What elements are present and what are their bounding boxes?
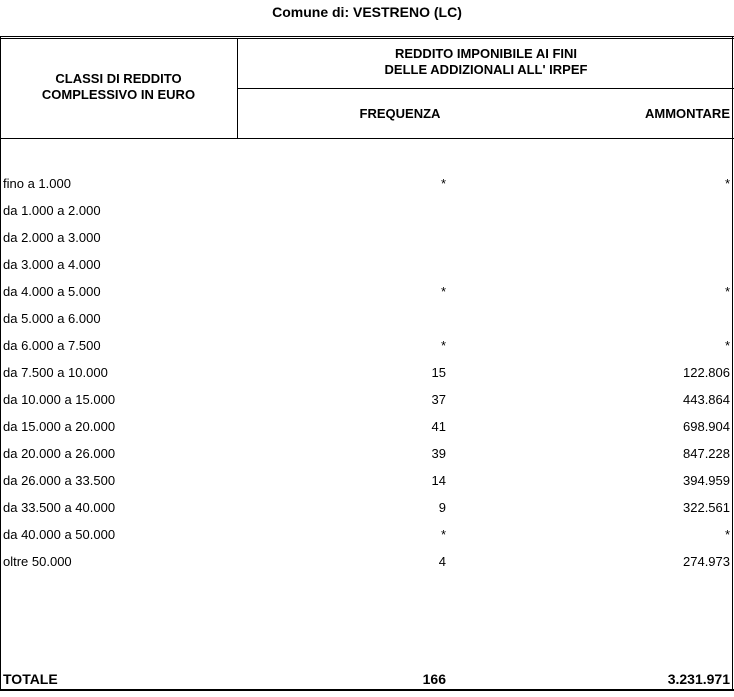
cell-classe: da 3.000 a 4.000 — [3, 257, 101, 272]
table-row — [0, 311, 734, 338]
table-row — [0, 419, 734, 446]
cell-ammontare: 322.561 — [683, 500, 730, 515]
cell-classe: da 33.500 a 40.000 — [3, 500, 116, 515]
header-reddito-line2: DELLE ADDIZIONALI ALL' IRPEF — [384, 62, 588, 77]
table-row — [0, 365, 734, 392]
cell-ammontare: * — [724, 527, 730, 542]
column-header-ammontare: AMMONTARE — [645, 106, 730, 121]
table-body — [0, 176, 734, 581]
cell-frequenza: 15 — [431, 365, 446, 380]
cell-classe: da 6.000 a 7.500 — [3, 338, 101, 353]
table-row — [0, 203, 734, 230]
cell-ammontare: * — [724, 338, 730, 353]
cell-frequenza: * — [440, 338, 446, 353]
cell-classe: da 10.000 a 15.000 — [3, 392, 116, 407]
total-row — [0, 671, 734, 687]
column-header-frequenza: FREQUENZA — [359, 106, 441, 121]
header-classi-di-reddito — [0, 71, 237, 103]
table-row — [0, 284, 734, 311]
table-row — [0, 473, 734, 500]
total-ammontare: 3.231.971 — [667, 671, 730, 687]
cell-frequenza: 39 — [431, 446, 446, 461]
header-reddito-line1: REDDITO IMPONIBILE AI FINI — [394, 46, 577, 61]
header-classi-line2: COMPLESSIVO IN EURO — [41, 87, 196, 102]
cell-classe: da 40.000 a 50.000 — [3, 527, 116, 542]
total-label: TOTALE — [3, 671, 58, 687]
table-bottom-border — [0, 689, 734, 691]
cell-classe: da 1.000 a 2.000 — [3, 203, 101, 218]
table-row — [0, 446, 734, 473]
cell-ammontare: 394.959 — [683, 473, 730, 488]
cell-classe: da 5.000 a 6.000 — [3, 311, 101, 326]
cell-ammontare: 274.973 — [683, 554, 730, 569]
cell-frequenza: 14 — [431, 473, 446, 488]
cell-frequenza: 4 — [438, 554, 446, 569]
cell-frequenza: * — [440, 284, 446, 299]
cell-frequenza: 9 — [438, 500, 446, 515]
cell-classe: da 20.000 a 26.000 — [3, 446, 116, 461]
table-row — [0, 392, 734, 419]
cell-ammontare: 698.904 — [683, 419, 730, 434]
cell-ammontare: 122.806 — [683, 365, 730, 380]
cell-frequenza: * — [440, 527, 446, 542]
cell-classe: da 15.000 a 20.000 — [3, 419, 116, 434]
header-classi-line1: CLASSI DI REDDITO — [55, 71, 182, 86]
cell-classe: fino a 1.000 — [3, 176, 71, 191]
cell-classe: oltre 50.000 — [3, 554, 72, 569]
table-row — [0, 230, 734, 257]
cell-classe: da 2.000 a 3.000 — [3, 230, 101, 245]
cell-frequenza: * — [440, 176, 446, 191]
header-horizontal-divider — [237, 88, 734, 89]
cell-ammontare: * — [724, 176, 730, 191]
table-row — [0, 500, 734, 527]
cell-frequenza: 37 — [431, 392, 446, 407]
cell-ammontare: 443.864 — [683, 392, 730, 407]
cell-classe: da 7.500 a 10.000 — [3, 365, 108, 380]
header-bottom-border — [0, 138, 734, 139]
table-row — [0, 338, 734, 365]
cell-classe: da 26.000 a 33.500 — [3, 473, 116, 488]
cell-ammontare: 847.228 — [683, 446, 730, 461]
table-row — [0, 257, 734, 284]
table-row — [0, 527, 734, 554]
header-reddito-imponibile — [238, 46, 734, 78]
cell-ammontare: * — [724, 284, 730, 299]
table-row — [0, 554, 734, 581]
cell-frequenza: 41 — [431, 419, 446, 434]
cell-classe: da 4.000 a 5.000 — [3, 284, 101, 299]
page-title: Comune di: VESTRENO (LC) — [272, 4, 462, 20]
table-row — [0, 176, 734, 203]
total-frequenza: 166 — [422, 671, 446, 687]
